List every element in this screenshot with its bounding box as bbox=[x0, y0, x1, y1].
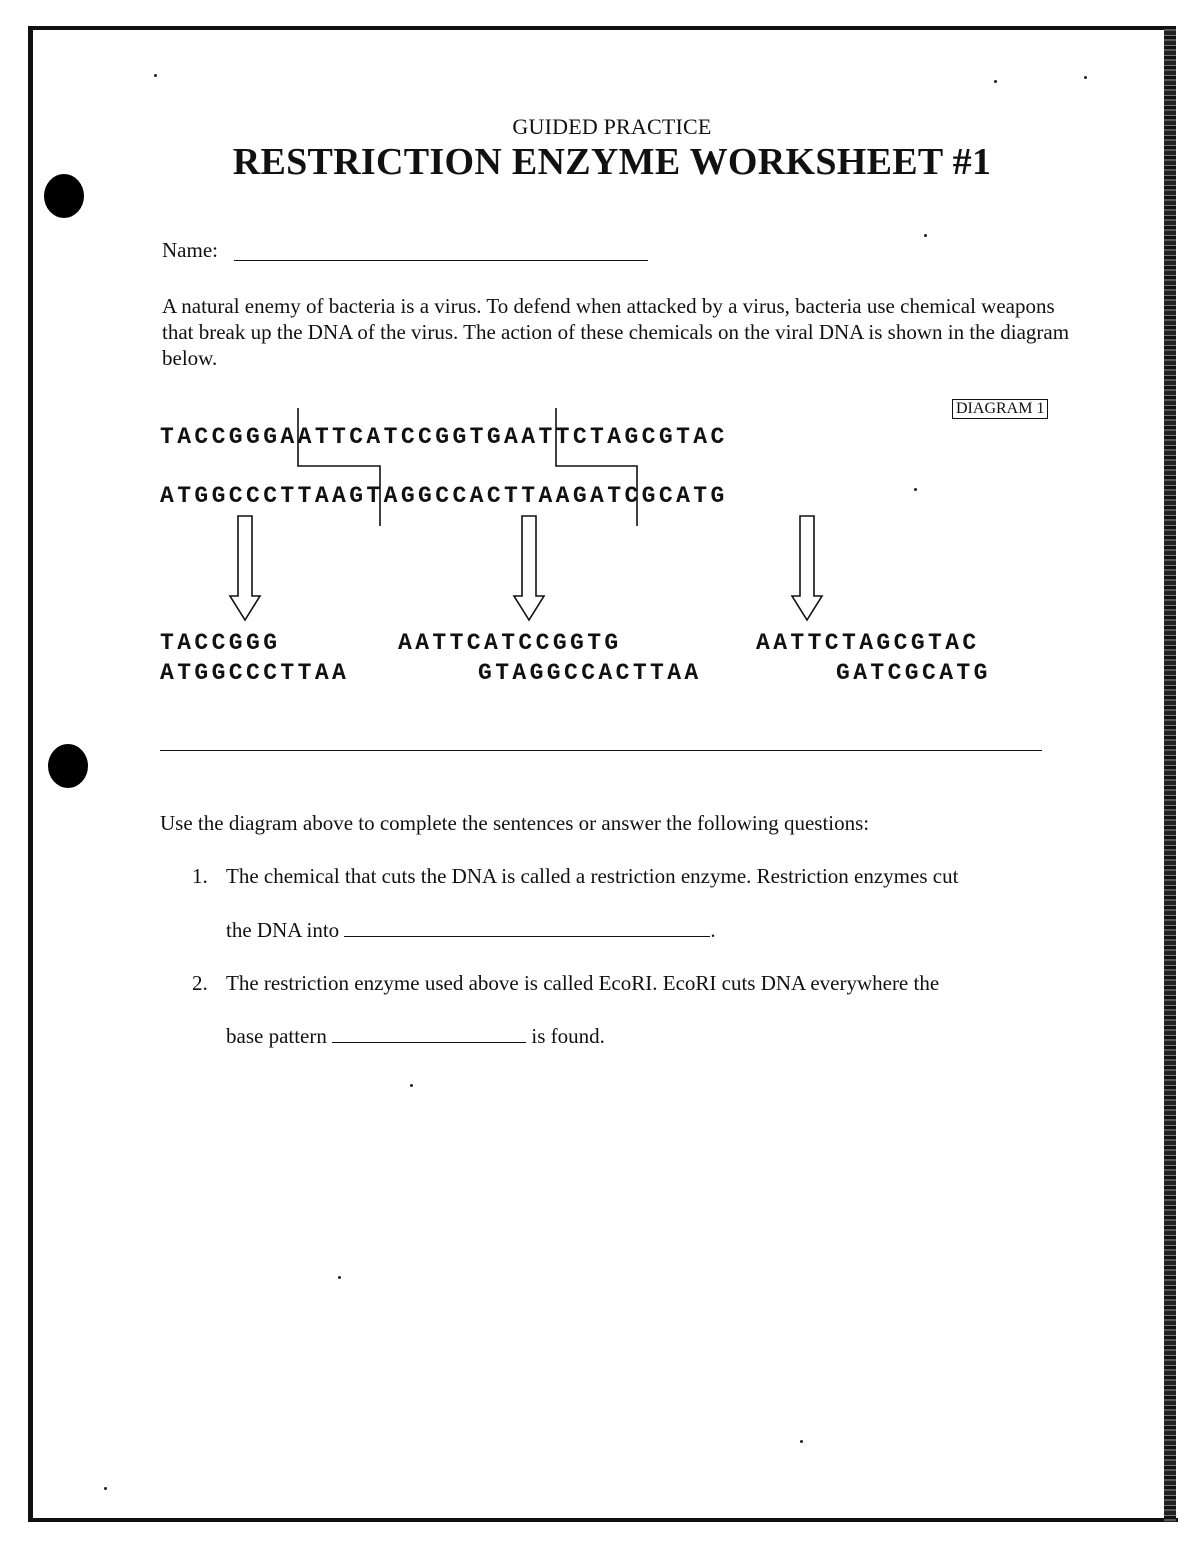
question-2-answer-blank[interactable] bbox=[332, 1024, 526, 1043]
scan-speck bbox=[104, 1487, 107, 1490]
scan-speck bbox=[924, 234, 927, 237]
worksheet-subtitle: GUIDED PRACTICE bbox=[512, 114, 712, 139]
page-border-left bbox=[28, 26, 33, 1522]
page-border-right bbox=[1164, 26, 1176, 1522]
page-border-bottom bbox=[28, 1518, 1178, 1522]
question-1-end: . bbox=[710, 918, 716, 942]
scan-speck bbox=[338, 1276, 341, 1279]
question-1-answer-blank[interactable] bbox=[344, 918, 710, 937]
scan-speck bbox=[410, 1084, 413, 1087]
dna-top-strand: TACCGGGAATTCATCCGGTGAATTCTAGCGTAC bbox=[160, 424, 728, 450]
arrow-down-icon bbox=[514, 516, 544, 620]
intro-paragraph: A natural enemy of bacteria is a virus. To defend when attacked by a virus, bacteria use chemical weapons that break up the DNA of the virus. The action of these chemicals on the viral DNA is shown in the diagram below. bbox=[162, 294, 1070, 370]
question-2-end: is found. bbox=[531, 1024, 605, 1048]
scan-speck bbox=[994, 80, 997, 83]
fragment-2-bottom: GTAGGCCACTTAA bbox=[478, 660, 702, 686]
section-divider bbox=[160, 750, 1042, 751]
diagram-label: DIAGRAM 1 bbox=[952, 399, 1048, 419]
dna-bottom-strand: ATGGCCCTTAAGTAGGCCACTTAAGATCGCATG bbox=[160, 483, 728, 509]
binder-hole-middle bbox=[48, 744, 88, 788]
instructions: Use the diagram above to complete the sentences or answer the following questions: bbox=[160, 811, 870, 835]
fragment-1-bottom: ATGGCCCTTAA bbox=[160, 660, 350, 686]
scan-speck bbox=[800, 1440, 803, 1443]
question-2-line2 bbox=[226, 1023, 605, 1049]
arrow-down-icon bbox=[792, 516, 822, 620]
name-label: Name: bbox=[162, 238, 218, 262]
question-2-number: 2. bbox=[192, 971, 208, 995]
fragment-3-top: AATTCTAGCGTAC bbox=[756, 630, 980, 656]
scan-speck bbox=[1084, 76, 1087, 79]
question-1-line1: The chemical that cuts the DNA is called a restriction enzyme. Restriction enzymes cut bbox=[226, 864, 959, 888]
name-input-line[interactable] bbox=[234, 260, 648, 261]
fragment-3-bottom: GATCGCATG bbox=[836, 660, 991, 686]
worksheet-title: RESTRICTION ENZYME WORKSHEET #1 bbox=[232, 141, 992, 183]
scan-speck bbox=[154, 74, 157, 77]
question-1-line2 bbox=[226, 917, 716, 943]
arrow-down-icon bbox=[230, 516, 260, 620]
fragment-2-top: AATTCATCCGGTG bbox=[398, 630, 622, 656]
question-2-line1: The restriction enzyme used above is called EcoRI. EcoRI cuts DNA everywhere the bbox=[226, 971, 940, 995]
question-2-prompt: base pattern bbox=[226, 1024, 327, 1048]
fragment-1-top: TACCGGG bbox=[160, 630, 281, 656]
page-border-top bbox=[28, 26, 1174, 30]
question-1-number: 1. bbox=[192, 864, 208, 888]
question-1-prompt: the DNA into bbox=[226, 918, 340, 942]
